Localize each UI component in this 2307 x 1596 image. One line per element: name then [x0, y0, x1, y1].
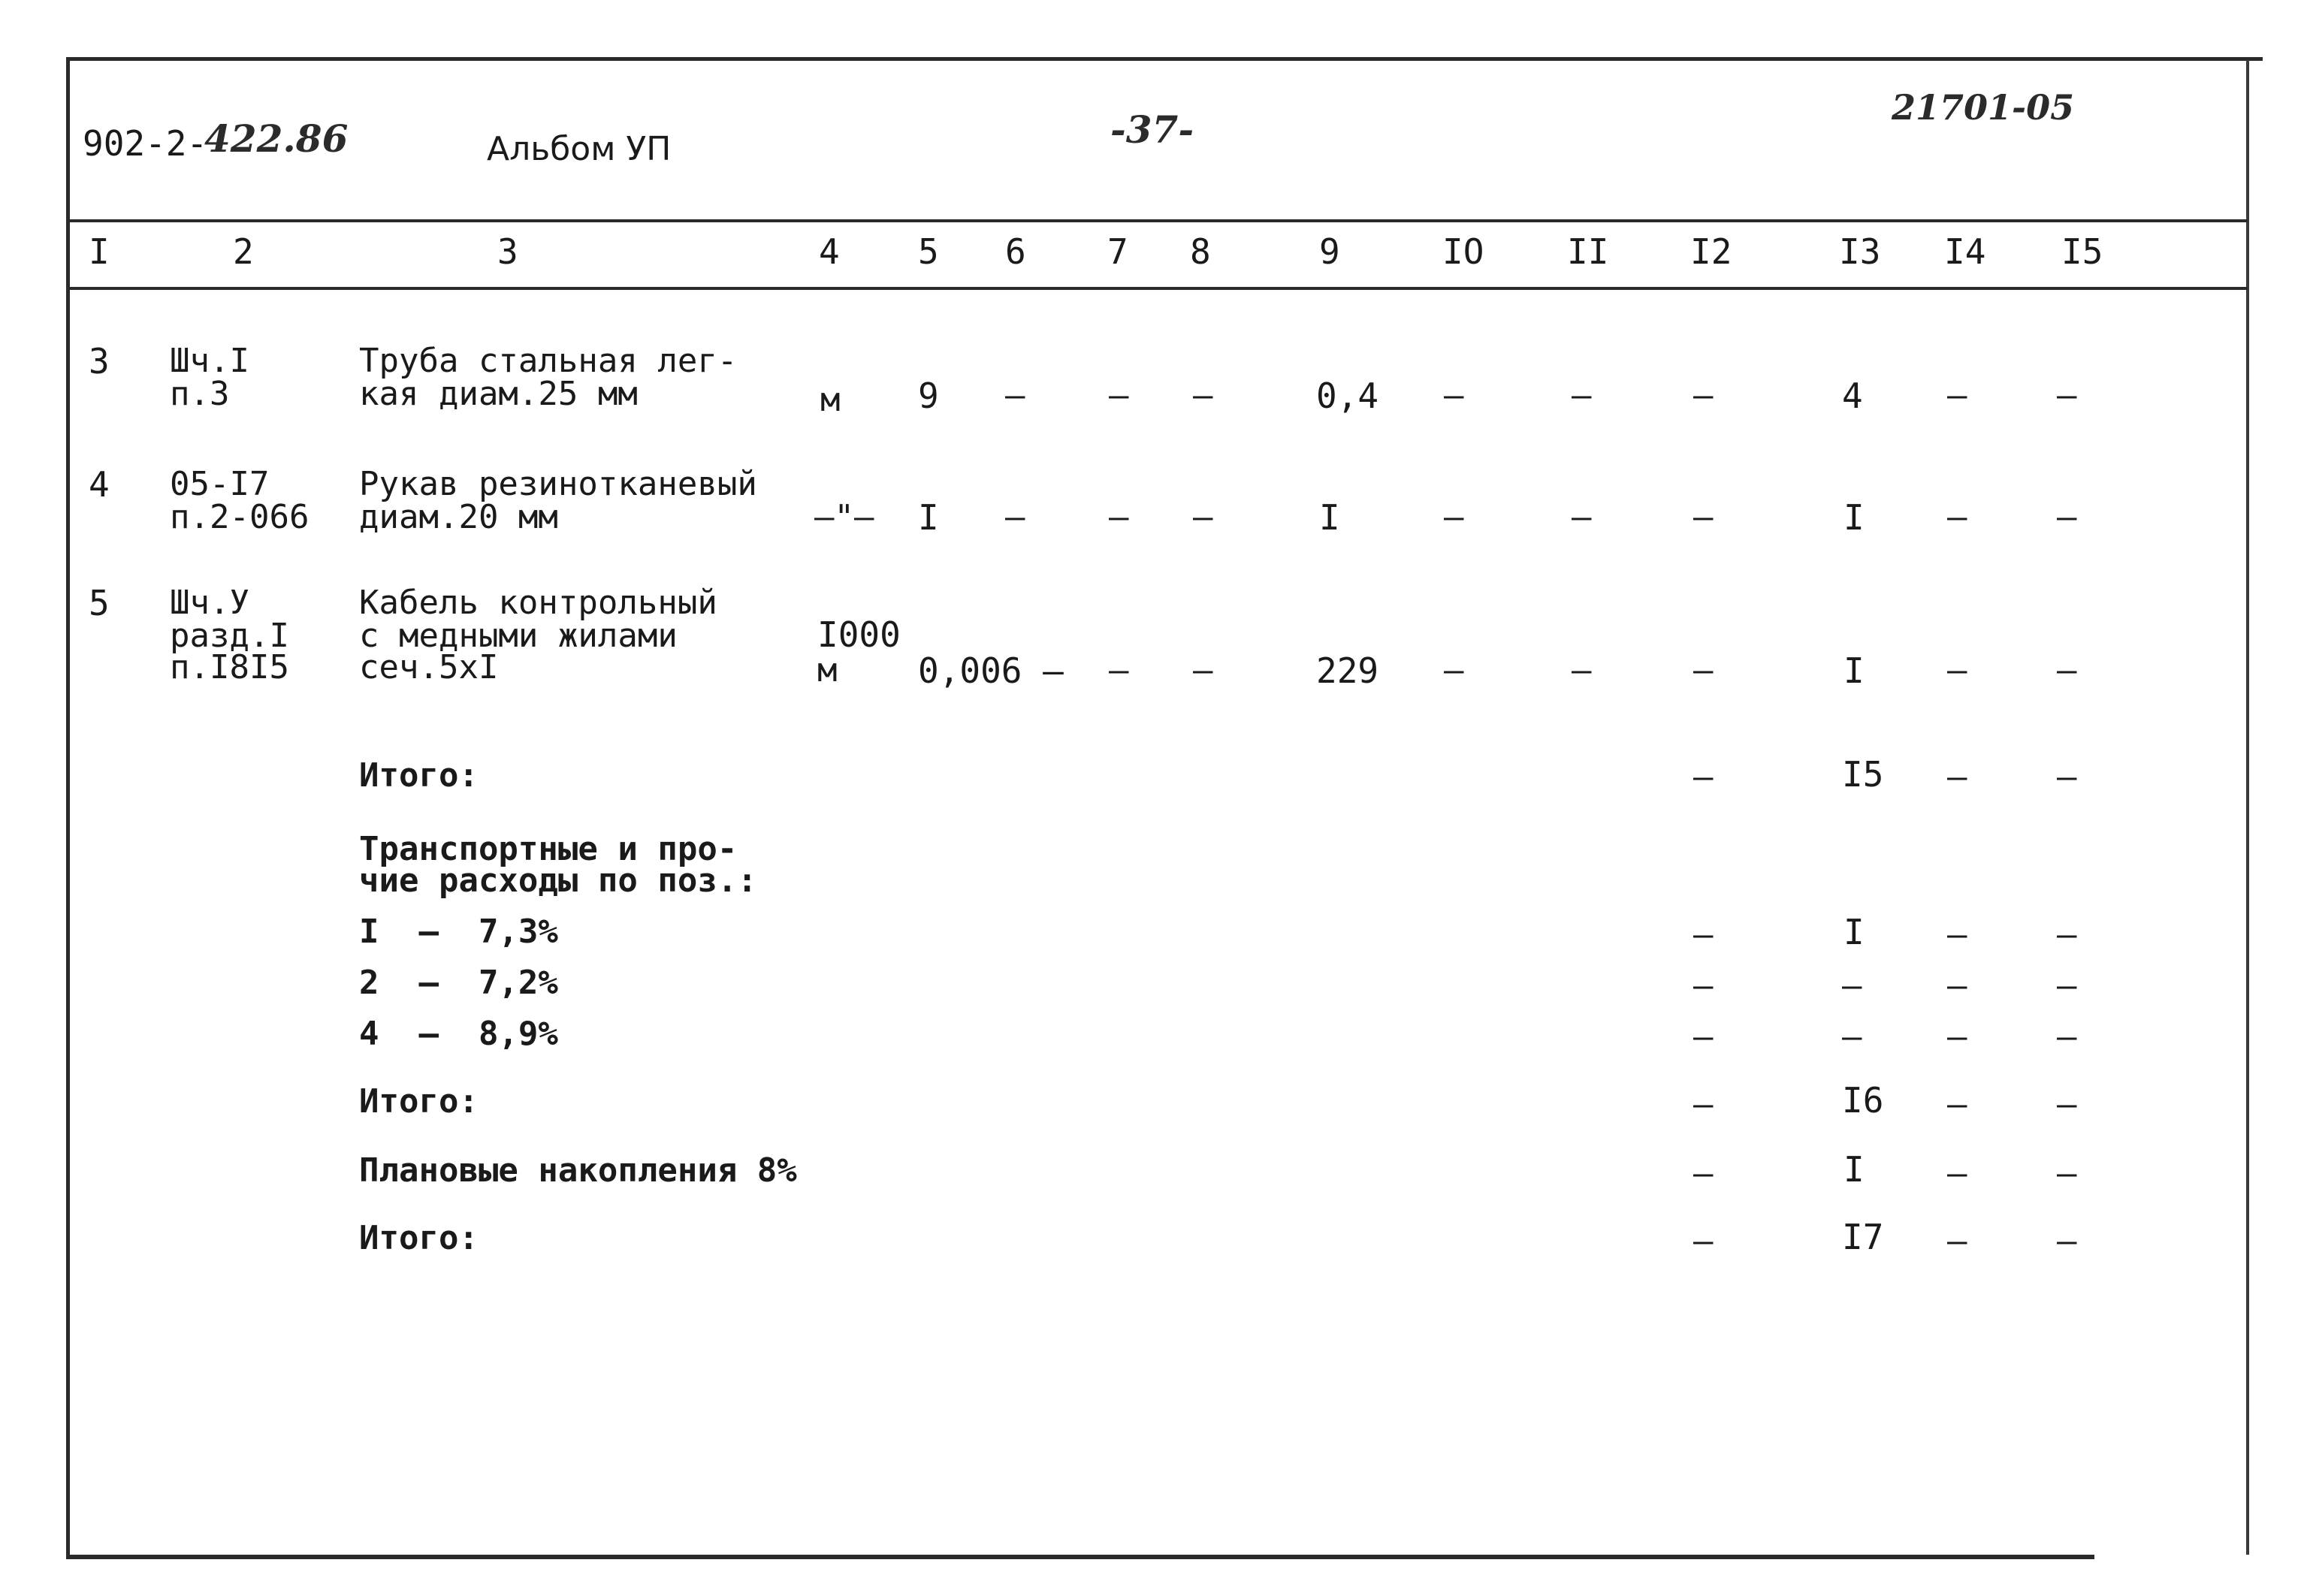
column-header: I4 [1944, 231, 1986, 272]
cell-col12: – [1693, 1085, 1714, 1124]
frame-right-border [2246, 60, 2249, 1555]
row-unit-line: I000 [817, 614, 901, 655]
transport-label-line: чие расходы по поз.: [359, 861, 757, 900]
column-header: I3 [1839, 231, 1881, 272]
cell-col10: – [1444, 376, 1464, 415]
cell-col13: I6 [1842, 1080, 1884, 1121]
row-code-line: разд.I [170, 617, 289, 655]
cell-col15: – [2057, 967, 2077, 1005]
transport-item-label: I – 7,3% [359, 913, 558, 951]
cell-col15: – [2057, 498, 2077, 536]
row-name-line: с медными жилами [359, 617, 678, 655]
cell-col8: – [1193, 376, 1213, 415]
row-number: 4 [89, 464, 110, 505]
cell-col7: – [1109, 651, 1129, 689]
planned-accumulation-label: Плановые накопления 8% [359, 1151, 797, 1190]
cell-col14: – [1947, 1085, 1967, 1124]
header-rule-top [69, 219, 2248, 222]
cell-col12: – [1693, 376, 1714, 415]
row-code-line: Шч.У [170, 584, 249, 622]
cell-col5: 0,006 – [918, 650, 1064, 691]
cell-col12: – [1693, 651, 1714, 689]
cell-col8: – [1193, 651, 1213, 689]
cell-col13: I5 [1842, 754, 1884, 795]
cell-col15: – [2057, 1085, 2077, 1124]
column-header: 5 [918, 231, 939, 272]
cell-col7: – [1109, 498, 1129, 536]
cell-col12: – [1693, 967, 1714, 1005]
cell-col15: – [2057, 1018, 2077, 1056]
cell-col15: – [2057, 1222, 2077, 1260]
row-name-line: Труба стальная лег- [359, 342, 738, 380]
cell-col14: – [1947, 1222, 1967, 1260]
cell-col13: 4 [1842, 376, 1863, 416]
cell-col13: I7 [1842, 1217, 1884, 1257]
cell-col13: – [1842, 1018, 1862, 1056]
column-header: 8 [1190, 231, 1211, 272]
column-header: II [1567, 231, 1609, 272]
column-header: 9 [1319, 231, 1340, 272]
cell-col12: – [1693, 1018, 1714, 1056]
cell-col15: – [2057, 916, 2077, 954]
cell-col14: – [1947, 1154, 1967, 1193]
transport-label-line: Транспортные и про- [359, 830, 738, 868]
row-name-line: Рукав резинотканевый [359, 465, 757, 503]
column-header: 7 [1107, 231, 1128, 272]
cell-col15: – [2057, 1154, 2077, 1193]
cell-col7: – [1109, 376, 1129, 415]
document-code-number: 422.86 [204, 116, 349, 161]
cell-col13: – [1842, 967, 1862, 1005]
album-label: Альбом УП [487, 130, 672, 168]
row-name-line: кая диам.25 мм [359, 375, 638, 413]
subtotal-label: Итого: [359, 1082, 479, 1121]
column-header: IO [1442, 231, 1484, 272]
cell-col5: 9 [918, 376, 939, 416]
column-header: 2 [233, 231, 254, 272]
cell-col14: – [1947, 1018, 1967, 1056]
cell-col6: – [1005, 498, 1025, 536]
cell-col9: 0,4 [1316, 376, 1379, 416]
row-code-line: п.2-066 [170, 498, 310, 536]
row-unit: м [820, 381, 841, 419]
cell-col6: – [1005, 376, 1025, 415]
cell-col14: – [1947, 376, 1967, 415]
total-label: Итого: [359, 1219, 479, 1257]
cell-col14: – [1947, 967, 1967, 1005]
cell-col13: I [1843, 1149, 1865, 1190]
row-code-line: п.3 [170, 375, 230, 413]
transport-item-label: 2 – 7,2% [359, 964, 558, 1002]
row-name-line: сеч.5хI [359, 648, 499, 686]
column-header: 4 [819, 231, 840, 272]
row-unit-line: м [817, 651, 838, 689]
row-name-line: Кабель контрольный [359, 584, 717, 622]
cell-col11: – [1572, 498, 1592, 536]
column-header: I2 [1690, 231, 1732, 272]
transport-item-label: 4 – 8,9% [359, 1015, 558, 1053]
cell-col13: I [1843, 497, 1865, 538]
column-header: I [89, 231, 110, 272]
cell-col8: – [1193, 498, 1213, 536]
row-unit: –"– [814, 498, 874, 536]
cell-col15: – [2057, 651, 2077, 689]
cell-col10: – [1444, 498, 1464, 536]
cell-col14: – [1947, 651, 1967, 689]
cell-col11: – [1572, 651, 1592, 689]
cell-col14: – [1947, 498, 1967, 536]
row-code-line: Шч.I [170, 342, 249, 380]
cell-col11: – [1572, 376, 1592, 415]
cell-col15: – [2057, 376, 2077, 415]
cell-col13: I [1843, 912, 1865, 952]
row-code-line: 05-I7 [170, 465, 270, 503]
row-number: 5 [89, 583, 110, 623]
cell-col9: I [1319, 497, 1340, 538]
row-name-line: диам.20 мм [359, 498, 558, 536]
header-rule-bottom [69, 287, 2248, 290]
frame-left-border [66, 57, 70, 1556]
cell-col12: – [1693, 916, 1714, 954]
frame-bottom-border [66, 1555, 2094, 1559]
cell-col12: – [1693, 498, 1714, 536]
row-number: 3 [89, 341, 110, 382]
document-code-prefix: 902-2- [83, 123, 208, 164]
cell-col12: – [1693, 1154, 1714, 1193]
cell-col15: – [2057, 758, 2077, 796]
frame-top-border [69, 57, 2263, 61]
column-header: I5 [2061, 231, 2103, 272]
cell-col14: – [1947, 916, 1967, 954]
page-number: -37- [1110, 107, 1194, 152]
column-header: 3 [497, 231, 518, 272]
subtotal-label: Итого: [359, 756, 479, 795]
cell-col9: 229 [1316, 650, 1379, 691]
cell-col12: – [1693, 1222, 1714, 1260]
cell-col5: I [918, 497, 939, 538]
cell-col10: – [1444, 651, 1464, 689]
cell-col13: I [1843, 650, 1865, 691]
cell-col14: – [1947, 758, 1967, 796]
cell-col12: – [1693, 758, 1714, 796]
column-header: 6 [1005, 231, 1026, 272]
sheet-code: 21701-05 [1892, 87, 2075, 128]
row-code-line: п.I8I5 [170, 648, 289, 686]
